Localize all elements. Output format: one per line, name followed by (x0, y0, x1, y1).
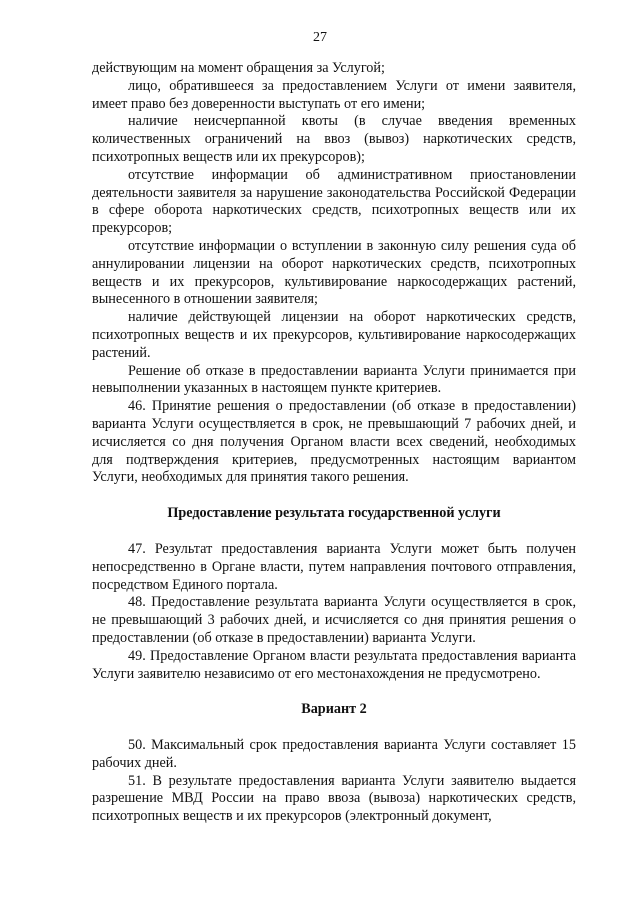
paragraph-49: 49. Предоставление Органом власти результата предоставления варианта Услуги заявителю независимо от его местонахождения не предусмотрено. (92, 647, 576, 682)
criteria-section (92, 60, 576, 487)
result-section (92, 541, 576, 683)
paragraph-court-decision: отсутствие информации о вступлении в законную силу решения суда об аннулировании лицензии на оборот наркотических средств, психотропных веществ и их прекурсоров, культивирование наркосодержащих растений, вынесенного в отношении заявителя; (92, 237, 576, 308)
paragraph-46: 46. Принятие решения о предоставлении (об отказе в предоставлении) варианта Услуги осуществляется в срок, не превышающий 7 рабочих дней, и исчисляется со дня получения Органом власти всех сведений, необходимых для подтверждения критериев, предусмотренных настоящим вариантом Услуги, необходимых для принятия такого решения. (92, 398, 576, 486)
variant-section (92, 737, 576, 826)
paragraph-suspension: отсутствие информации об административном приостановлении деятельности заявителя за нарушение законодательства Российской Федерации в сфере оборота наркотических средств, психотропных веществ или их прекурсоров; (92, 166, 576, 237)
paragraph-refusal: Решение об отказе в предоставлении варианта Услуги принимается при невыполнении указанных в настоящем пункте критериев. (92, 362, 576, 397)
page-number: 27 (313, 30, 327, 45)
paragraph-50: 50. Максимальный срок предоставления варианта Услуги составляет 15 рабочих дней. (92, 737, 576, 771)
heading-result: Предоставление результата государственной услуги (167, 505, 501, 522)
paragraph-47: 47. Результат предоставления варианта Услуги может быть получен непосредственно в Органе власти, путем направления почтового отправления, посредством Единого портала. (92, 540, 576, 593)
paragraph-continuation: действующим на момент обращения за Услугой; (92, 60, 385, 76)
paragraph-51: 51. В результате предоставления варианта Услуги заявителю выдается разрешение МВД России на право ввоза (вывоза) наркотических средств, психотропных веществ и их прекурсоров (электронный документ, (92, 772, 576, 825)
paragraph-representative: лицо, обратившееся за предоставлением Услуги от имени заявителя, имеет право без доверенности выступать от его имени; (92, 77, 576, 112)
document-body (92, 60, 576, 826)
paragraph-48: 48. Предоставление результата варианта Услуги осуществляется в срок, не превышающий 3 рабочих дней, и исчисляется со дня принятия решения о предоставлении (об отказе в предоставлении) варианта Услуги. (92, 594, 576, 646)
heading-variant-2: Вариант 2 (301, 701, 367, 718)
paragraph-quota: наличие неисчерпанной квоты (в случае введения временных количественных ограничений на ввоз (вывоз) наркотических средств, психотропных веществ или их прекурсоров); (92, 113, 576, 165)
paragraph-license: наличие действующей лицензии на оборот наркотических средств, психотропных веществ и их прекурсоров, культивирование наркосодержащих растений. (92, 309, 576, 361)
